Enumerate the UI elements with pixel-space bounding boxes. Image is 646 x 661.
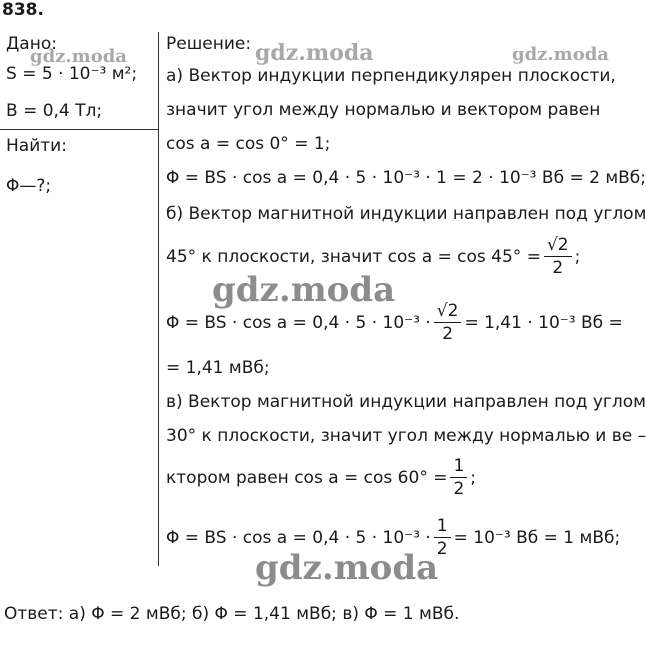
vertical-divider (158, 32, 159, 566)
solution-c3 (166, 455, 476, 500)
solution-b3-end: = 1,41 · 10⁻³ Вб = (464, 312, 623, 333)
solution-b1: б) Вектор магнитной индукции направлен под углом (166, 204, 646, 224)
fraction-numerator: √2 (434, 300, 462, 323)
solution-b2-text: 45° к плоскости, значит cos a = cos 45° = (166, 246, 541, 267)
solution-a3: cos a = cos 0° = 1; (166, 134, 331, 154)
solution-c2: 30° к плоскости, значит угол между нормалью и ве – (166, 426, 646, 446)
problem-number: 838. (2, 0, 44, 20)
solution-c3-end: ; (470, 467, 477, 488)
solution-c3-text: ктором равен cos a = cos 60° = (166, 467, 448, 488)
solution-a1: а) Вектор индукции перпендикулярен плоскости, (166, 66, 616, 86)
solution-a2: значит угол между нормалью и вектором равен (166, 100, 601, 120)
solution-c4-text: Φ = BS · cos a = 0,4 · 5 · 10⁻³ · (166, 527, 431, 548)
watermark-logo: gdz.moda (255, 548, 439, 588)
answer-line: Ответ: а) Φ = 2 мВб; б) Φ = 1,41 мВб; в) Φ = 1 мВб. (4, 604, 460, 624)
solution-header: Решение: (166, 34, 252, 54)
given-header: Дано: (6, 34, 57, 54)
solution-a4: Φ = BS · cos a = 0,4 · 5 · 10⁻³ · 1 = 2 · 10⁻³ Вб = 2 мВб; (166, 168, 646, 188)
solution-c4-end: = 10⁻³ Вб = 1 мВб; (453, 527, 621, 548)
given-s-line: S = 5 · 10⁻³ м²; (6, 64, 138, 84)
solution-b2-end: ; (574, 246, 581, 267)
watermark-logo: gdz.moda (212, 270, 396, 310)
fraction-numerator: 1 (450, 455, 467, 478)
fraction-one-half (450, 455, 467, 500)
watermark-logo: gdz.moda (512, 44, 609, 65)
fraction-denominator: 2 (453, 479, 465, 499)
solution-c1: в) Вектор магнитной индукции направлен под углом (166, 392, 646, 412)
horizontal-divider (0, 129, 158, 130)
find-header: Найти: (6, 136, 67, 156)
watermark-logo: gdz.moda (255, 40, 374, 66)
fraction-numerator: 1 (434, 515, 451, 538)
fraction-denominator: 2 (436, 539, 448, 559)
watermark-logo: gdz.moda (30, 46, 127, 67)
given-b-line: B = 0,4 Тл; (6, 101, 103, 121)
solution-b3-text: Φ = BS · cos a = 0,4 · 5 · 10⁻³ · (166, 312, 431, 333)
fraction-numerator: √2 (544, 234, 572, 257)
fraction-denominator: 2 (442, 324, 454, 344)
fraction-denominator: 2 (552, 258, 564, 278)
solution-b4: = 1,41 мВб; (166, 358, 270, 378)
find-value: Φ—?; (6, 176, 52, 196)
fraction-sqrt2-over-2 (544, 234, 572, 279)
fraction-sqrt2-over-2 (434, 300, 462, 345)
